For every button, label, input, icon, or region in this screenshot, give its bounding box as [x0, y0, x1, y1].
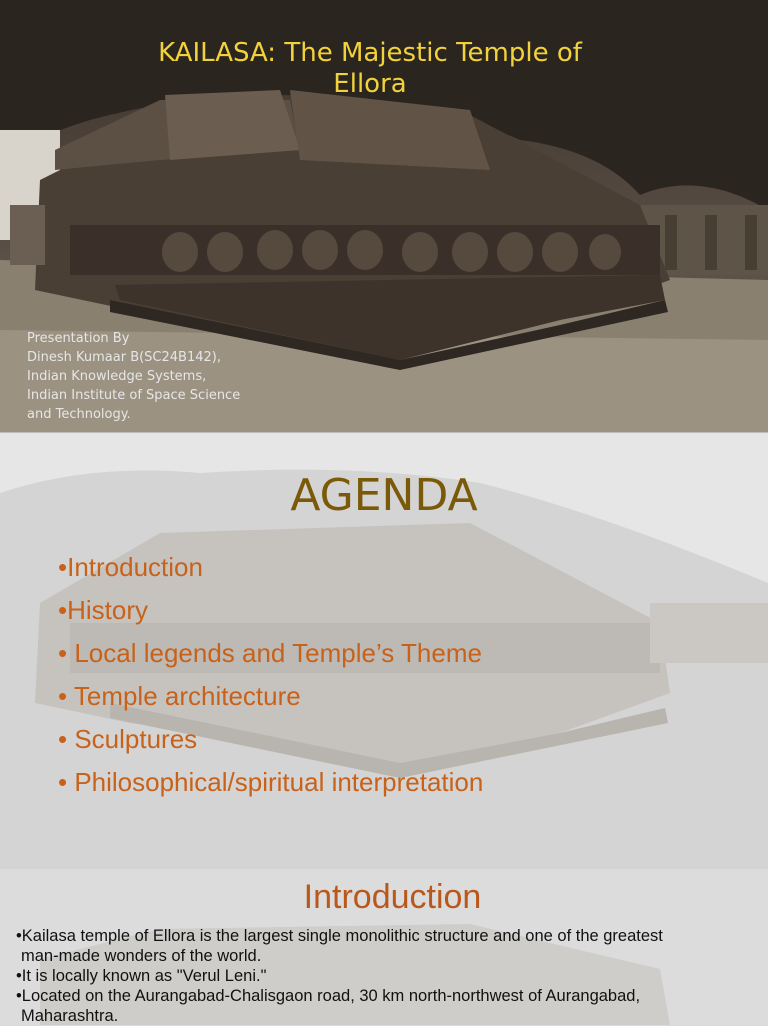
agenda-title: AGENDA [290, 470, 478, 521]
presenter-info [27, 329, 240, 424]
title-line-1: KAILASA: The Majestic Temple of [158, 38, 582, 68]
introduction-bullets [16, 926, 768, 1026]
agenda-item: • Local legends and Temple’s Theme [58, 638, 482, 668]
agenda-item: • Temple architecture [58, 681, 301, 711]
agenda-item: • Sculptures [58, 724, 198, 754]
introduction-title: Introduction [303, 878, 482, 916]
agenda-list [58, 546, 483, 804]
presenter-line: Indian Knowledge Systems, [27, 369, 207, 384]
bullet-continuation: man-made wonders of the world. [21, 947, 262, 965]
presentation-title [120, 38, 620, 100]
bullet-continuation: Maharashtra. [21, 1007, 119, 1025]
presenter-line: Indian Institute of Space Science [27, 388, 241, 403]
presenter-line: and Technology. [27, 407, 131, 422]
bullet-line: •It is locally known as "Verul Leni." [16, 967, 267, 985]
presenter-line: Presentation By [27, 331, 130, 346]
title-slide [0, 0, 768, 432]
agenda-item: • Philosophical/spiritual interpretation [58, 767, 484, 797]
agenda-item: •History [58, 595, 148, 625]
presenter-line: Dinesh Kumaar B(SC24B142), [27, 350, 221, 365]
title-line-2: Ellora [333, 69, 407, 99]
bullet-line: •Kailasa temple of Ellora is the largest single monolithic structure and one of the greatest [16, 927, 663, 945]
agenda-item: •Introduction [58, 552, 203, 582]
bullet-line: •Located on the Aurangabad-Chalisgaon road, 30 km north-northwest of Aurangabad, [16, 987, 641, 1005]
